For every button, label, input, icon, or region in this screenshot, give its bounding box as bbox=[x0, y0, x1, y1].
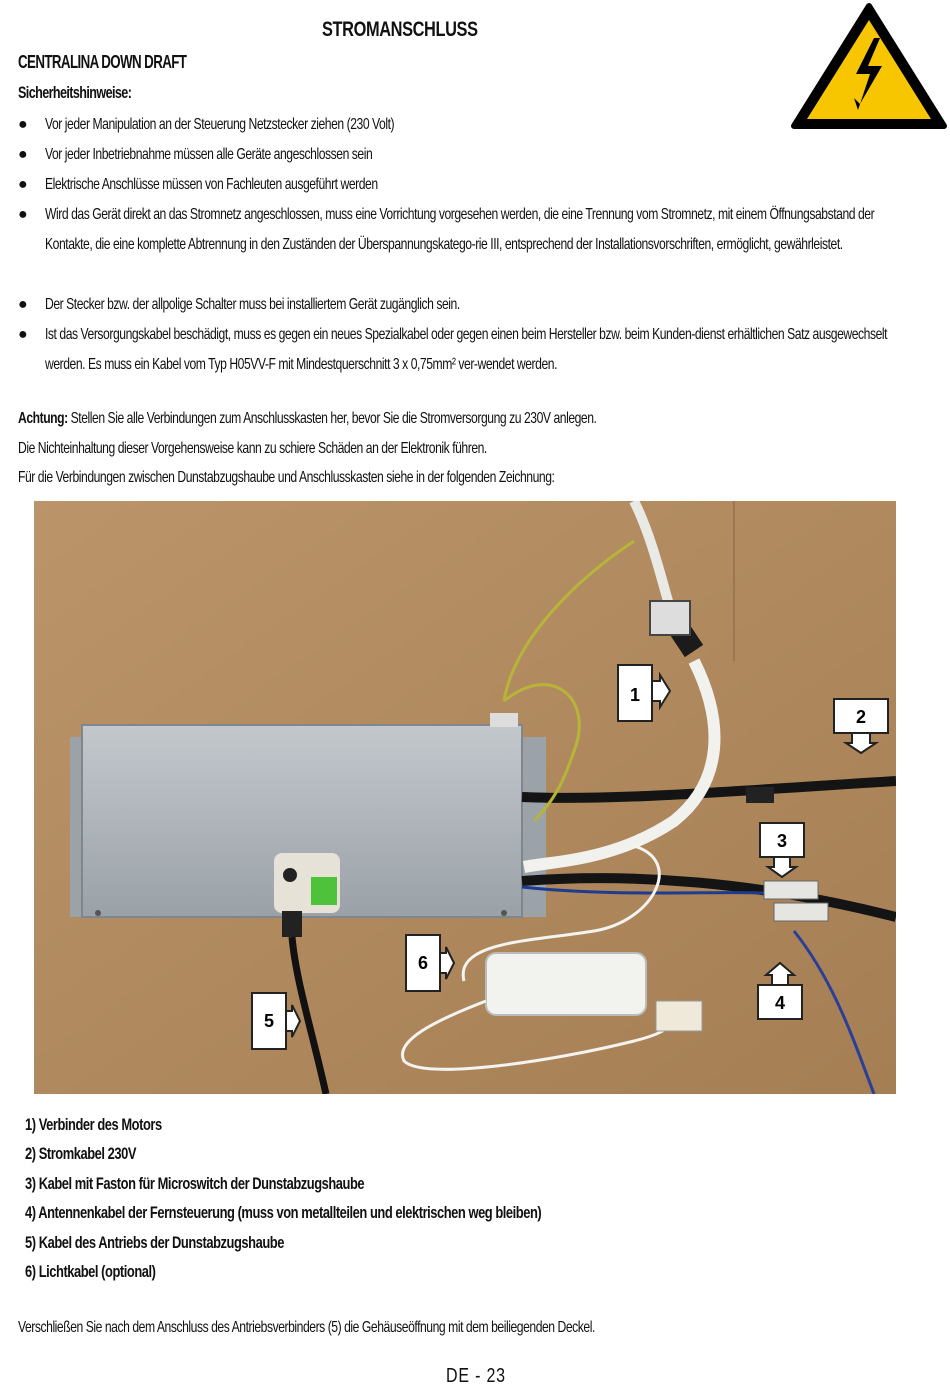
bullet-dot: ● bbox=[18, 296, 28, 313]
bullet-dot: ● bbox=[18, 146, 28, 163]
bullet-dot: ● bbox=[18, 116, 28, 133]
bullet-dot: ● bbox=[18, 176, 28, 193]
legend-item: 5) Kabel des Antriebs der Dunstabzugshaube bbox=[25, 1233, 284, 1252]
bullet-item bbox=[18, 320, 928, 379]
bullet-item bbox=[18, 110, 928, 140]
connection-photo bbox=[34, 501, 896, 1094]
bullet-text: Vor jeder Manipulation an der Steuerung Netzstecker ziehen (230 Volt) bbox=[45, 116, 395, 133]
bullet-item bbox=[18, 140, 928, 170]
bullet-dot: ● bbox=[18, 326, 28, 343]
bullet-text: Elektrische Anschlüsse müssen von Fachleuten ausgeführt werden bbox=[45, 176, 378, 193]
drawing-intro: Für die Verbindungen zwischen Dunstabzugshaube und Anschlusskasten siehe in der folgenden Zeichnung: bbox=[18, 469, 555, 486]
callout-label: 5 bbox=[263, 1011, 275, 1031]
light-driver bbox=[486, 953, 646, 1015]
bullet-text: Ist das Versorgungskabel beschädigt, muss es gegen ein neues Spezialkabel oder gegen einen beim Hersteller bzw. beim Kunden-dienst erhältlichen Satz ausgewechselt werden. Es muss ein Kabel vom Typ H05VV-F mit Mindestquerschnitt 3 x 0,75mm² ver-wendet werden. bbox=[45, 326, 888, 373]
bullet-text: Vor jeder Inbetriebnahme müssen alle Geräte angeschlossen sein bbox=[45, 146, 373, 163]
attention-label: Achtung: bbox=[18, 410, 68, 427]
bullet-text: Der Stecker bzw. der allpolige Schalter muss bei installiertem Gerät zugänglich sein. bbox=[45, 296, 460, 313]
bullet-item bbox=[18, 290, 928, 320]
attention-text: Stellen Sie alle Verbindungen zum Anschlusskasten her, bevor Sie die Stromversorgung zu 230V anlegen. bbox=[70, 410, 597, 427]
legend-item: 4) Antennenkabel der Fernsteuerung (muss von metallteilen und elektrischen weg bleiben) bbox=[25, 1203, 542, 1222]
safety-heading: Sicherheitshinweise: bbox=[18, 83, 132, 102]
attention-line bbox=[18, 410, 596, 428]
legend-item: 3) Kabel mit Faston für Microswitch der Dunstabzugshaube bbox=[25, 1174, 365, 1193]
page-title: STROMANSCHLUSS bbox=[322, 18, 478, 41]
bullet-dot: ● bbox=[18, 206, 28, 223]
bullet-item bbox=[18, 170, 928, 200]
light-connector bbox=[656, 1001, 702, 1031]
callout-label: 4 bbox=[774, 993, 786, 1013]
warning-text: Die Nichteinhaltung dieser Vorgehensweise kann zu schiere Schäden an der Elektronik führen. bbox=[18, 440, 487, 457]
bullet-item bbox=[18, 200, 928, 259]
legend-item: 6) Lichtkabel (optional) bbox=[25, 1262, 156, 1281]
callout-label: 3 bbox=[776, 831, 788, 851]
callout-label: 6 bbox=[417, 953, 429, 973]
callout-label: 2 bbox=[855, 707, 867, 727]
legend-item: 1) Verbinder des Motors bbox=[25, 1115, 162, 1134]
page-number: DE - 23 bbox=[446, 1365, 506, 1387]
bullet-text: Wird das Gerät direkt an das Stromnetz angeschlossen, muss eine Vorrichtung vorgesehen werden, die eine Trennung vom Stromnetz, mit einem Öffnungsabstand der Kontakte, die eine komplette Abtrennung in den Zuständen der Überspannungskatego-rie III, entsprechend der Installationsvorschriften, ermöglicht, gewährleistet. bbox=[45, 206, 875, 253]
callout-label: 1 bbox=[629, 685, 641, 705]
legend-item: 2) Stromkabel 230V bbox=[25, 1144, 137, 1163]
closing-instruction: Verschließen Sie nach dem Anschluss des Antriebsverbinders (5) die Gehäuseöffnung mit dem beiliegenden Deckel. bbox=[18, 1319, 595, 1336]
product-name: CENTRALINA DOWN DRAFT bbox=[18, 52, 187, 72]
